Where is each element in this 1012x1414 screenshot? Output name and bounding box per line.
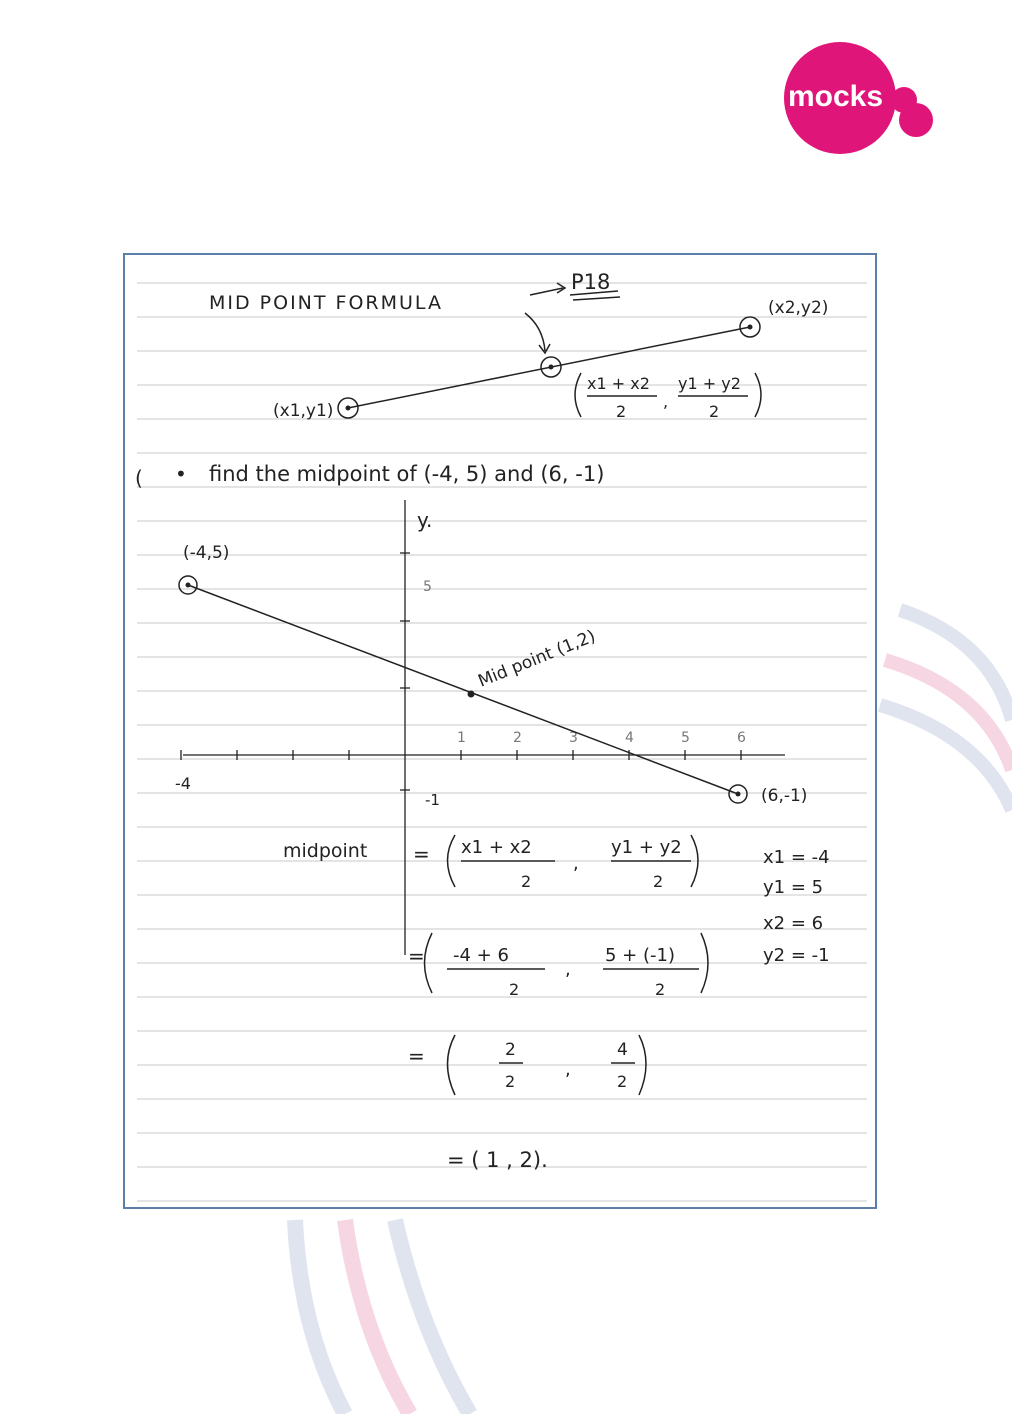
step-3-x-denominator: 2 bbox=[505, 1072, 516, 1091]
given-x1: x1 = -4 bbox=[763, 847, 830, 868]
step-3-equals: = bbox=[408, 1044, 425, 1068]
y-tick-neg-1: -1 bbox=[425, 791, 440, 809]
point-1-label: (x1,y1) bbox=[273, 401, 334, 421]
question-text: find the midpoint of (-4, 5) and (6, -1) bbox=[209, 462, 605, 486]
graph-segment bbox=[188, 585, 738, 794]
x-tick-label-1: 1 bbox=[457, 730, 466, 746]
y-axis-label: y. bbox=[417, 508, 433, 532]
x-tick-label-5: 5 bbox=[681, 730, 690, 746]
logo-suffix: .ie bbox=[900, 57, 927, 84]
formula-y-numerator: y1 + y2 bbox=[678, 374, 741, 393]
formula-close-paren bbox=[755, 373, 761, 417]
y-tick-5: 5 bbox=[423, 579, 432, 595]
working-label: midpoint bbox=[283, 840, 368, 862]
x-tick-label-2: 2 bbox=[513, 730, 522, 746]
step-3-comma: , bbox=[565, 1059, 571, 1080]
step-2-equals: = bbox=[408, 944, 425, 968]
handwritten-notes bbox=[125, 255, 875, 1207]
given-y2: y2 = -1 bbox=[763, 945, 830, 966]
step-1-x-denominator: 2 bbox=[521, 872, 532, 891]
point-a-label: (-4,5) bbox=[183, 543, 230, 563]
x-tick-label-3: 3 bbox=[569, 730, 578, 746]
final-result: = ( 1 , 2). bbox=[447, 1148, 548, 1172]
formula-x-numerator: x1 + x2 bbox=[587, 374, 650, 393]
given-x2: x2 = 6 bbox=[763, 913, 824, 934]
formula-y-denominator: 2 bbox=[709, 402, 720, 421]
step-3-y-numerator: 4 bbox=[617, 1040, 628, 1060]
step-1-x-numerator: x1 + x2 bbox=[461, 837, 532, 858]
x-tick-neg-4: -4 bbox=[175, 774, 191, 793]
given-y1: y1 = 5 bbox=[763, 877, 824, 898]
logo-text: mocks bbox=[788, 80, 884, 113]
logo-dot-lower bbox=[899, 103, 933, 137]
step-2-comma: , bbox=[565, 959, 571, 980]
point-2-label: (x2,y2) bbox=[768, 298, 829, 318]
svg-text:,: , bbox=[663, 392, 669, 411]
midpoint-pointer-arrow bbox=[525, 313, 545, 351]
step-3-y-denominator: 2 bbox=[617, 1072, 628, 1091]
step-3-x-numerator: 2 bbox=[505, 1040, 516, 1060]
page-title: MID POINT FORMULA bbox=[209, 292, 443, 314]
step-1-comma: , bbox=[573, 853, 579, 874]
formula-x-denominator: 2 bbox=[616, 402, 627, 421]
brand-logo bbox=[776, 40, 956, 160]
x-tick-label-6: 6 bbox=[737, 730, 746, 746]
page-reference: P18 bbox=[571, 270, 611, 294]
margin-mark: ( bbox=[135, 466, 143, 490]
x-tick-label-4: 4 bbox=[625, 730, 634, 746]
point-b-label: (6,-1) bbox=[761, 786, 808, 806]
notes-frame bbox=[123, 253, 877, 1209]
formula-open-paren bbox=[575, 373, 581, 417]
step-1-y-numerator: y1 + y2 bbox=[611, 837, 682, 858]
midpoint-label: Mid point (1,2) bbox=[475, 626, 599, 692]
question-bullet: • bbox=[175, 462, 187, 486]
midpoint-dot bbox=[468, 691, 475, 698]
step-2-y-numerator: 5 + (-1) bbox=[605, 945, 675, 966]
step-1-equals: = bbox=[413, 842, 430, 866]
step-2-x-numerator: -4 + 6 bbox=[453, 945, 509, 966]
step-2-y-denominator: 2 bbox=[655, 980, 666, 999]
step-2-x-denominator: 2 bbox=[509, 980, 520, 999]
step-1-y-denominator: 2 bbox=[653, 872, 664, 891]
